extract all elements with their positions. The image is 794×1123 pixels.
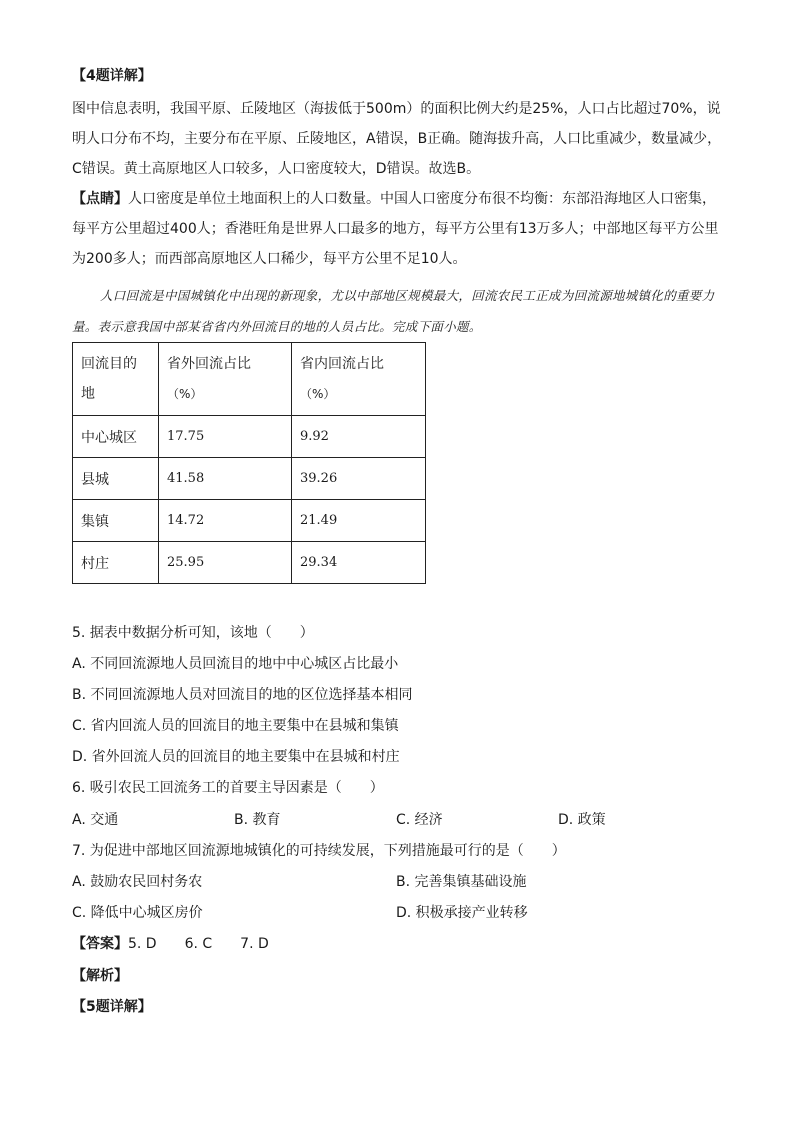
answer-value: 5. D 6. C 7. D [128, 936, 269, 952]
question-5-option-a: A. 不同回流源地人员回流目的地中中心城区占比最小 [72, 656, 399, 672]
section-4-heading: 【4题详解】 [72, 68, 152, 84]
header-cell-inside: 省内回流占比 （%） [292, 343, 426, 416]
cell-outside: 25.95 [159, 542, 292, 584]
question-6-option-c: C. 经济 [396, 812, 443, 828]
question-6-option-a: A. 交通 [72, 812, 119, 828]
cell-inside: 29.34 [292, 542, 426, 584]
intro-text: 人口回流是中国城镇化中出现的新现象，尤以中部地区规模最大，回流农民工正成为回流源地城镇化的重要力量。表示意我国中部某省省内外回流目的地的人员占比。完成下面小题。 [72, 288, 715, 334]
section-5-heading: 【5题详解】 [72, 999, 152, 1015]
question-6-option-b: B. 教育 [234, 812, 281, 828]
question-7-options-row1 [72, 872, 720, 892]
question-7-option-a: A. 鼓励农民回村务农 [72, 874, 203, 890]
question-7-stem: 7. 为促进中部地区回流源地城镇化的可持续发展，下列措施最可行的是（ ） [72, 843, 566, 859]
cell-inside: 9.92 [292, 416, 426, 458]
question-6-option-d: D. 政策 [558, 812, 606, 828]
cell-outside: 41.58 [159, 458, 292, 500]
question-6-stem: 6. 吸引农民工回流务工的首要主导因素是（ ） [72, 780, 384, 796]
cell-inside: 39.26 [292, 458, 426, 500]
section-4-body [72, 94, 724, 274]
question-5-option-c: C. 省内回流人员的回流目的地主要集中在县城和集镇 [72, 718, 399, 734]
answer-line [72, 934, 269, 954]
question-5-stem: 5. 据表中数据分析可知，该地（ ） [72, 625, 314, 641]
return-destination-table [72, 342, 426, 584]
tip-label: 【点睛】 [72, 191, 128, 207]
table-row [73, 458, 426, 500]
question-6-options [72, 810, 720, 830]
table-row [73, 500, 426, 542]
question-7-option-c: C. 降低中心城区房价 [72, 905, 203, 921]
question-5-option-b: B. 不同回流源地人员对回流目的地的区位选择基本相同 [72, 687, 413, 703]
question-intro [72, 280, 724, 342]
answer-label: 【答案】 [72, 936, 128, 952]
header-cell-outside: 省外回流占比 （%） [159, 343, 292, 416]
question-5-option-d: D. 省外回流人员的回流目的地主要集中在县城和村庄 [72, 749, 400, 765]
table-row [73, 416, 426, 458]
table-header-row [73, 343, 426, 416]
section-4-text: 图中信息表明，我国平原、丘陵地区（海拔低于500m）的面积比例大约是25%，人口占比超过70%，说明人口分布不均，主要分布在平原、丘陵地区，A错误，B正确。随海拔升高，人口比重减少，数量减少，C错误。黄土高原地区人口较多，人口密度较大，D错误。故选B。 [72, 101, 722, 177]
question-7-options-row2 [72, 903, 720, 923]
cell-place: 县城 [73, 458, 159, 500]
table-row [73, 542, 426, 584]
tip-text: 人口密度是单位土地面积上的人口数量。中国人口密度分布很不均衡：东部沿海地区人口密集，每平方公里超过400人；香港旺角是世界人口最多的地方，每平方公里有13万多人；中部地区每平方公里为200多人；而西部高原地区人口稀少，每平方公里不足10人。 [72, 191, 719, 267]
cell-outside: 17.75 [159, 416, 292, 458]
cell-place: 集镇 [73, 500, 159, 542]
cell-outside: 14.72 [159, 500, 292, 542]
cell-inside: 21.49 [292, 500, 426, 542]
header-cell-destination: 回流目的 地 [73, 343, 159, 416]
cell-place: 中心城区 [73, 416, 159, 458]
question-7-option-d: D. 积极承接产业转移 [396, 905, 528, 921]
cell-place: 村庄 [73, 542, 159, 584]
question-7-option-b: B. 完善集镇基础设施 [396, 874, 527, 890]
analysis-label: 【解析】 [72, 968, 128, 984]
